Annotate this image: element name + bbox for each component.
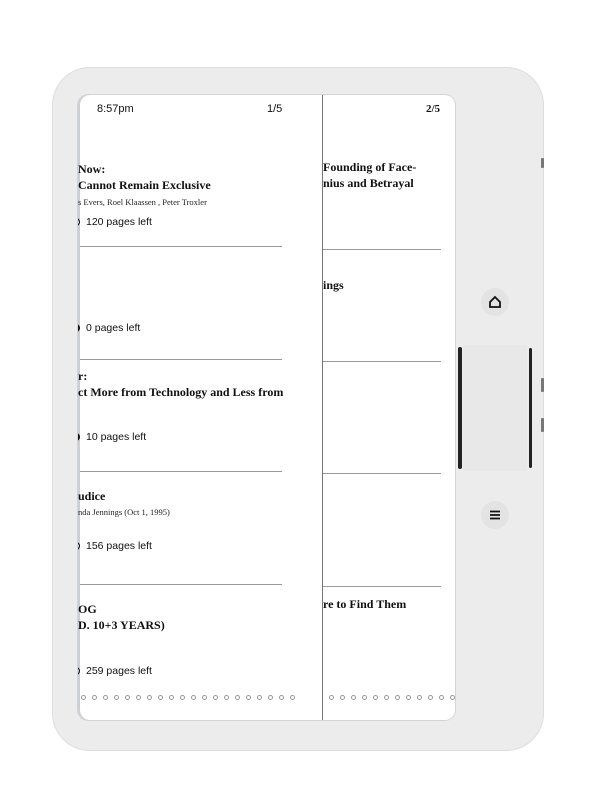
menu-icon	[489, 509, 501, 521]
page-dot	[235, 695, 240, 700]
page-dot	[202, 695, 207, 700]
book-item[interactable]	[323, 159, 416, 191]
page-turn-pad[interactable]	[463, 345, 527, 471]
page-dot	[257, 695, 262, 700]
book-title: ct More from Technology and Less from	[78, 385, 284, 399]
divider	[80, 359, 282, 360]
book-item[interactable]	[78, 161, 211, 207]
page-dot	[169, 695, 174, 700]
book-progress	[78, 431, 146, 443]
menu-button[interactable]	[481, 501, 509, 529]
page-dot	[180, 695, 185, 700]
volume-up-button[interactable]	[541, 378, 544, 392]
book-title: nius and Betrayal	[323, 176, 414, 190]
page-dot	[114, 695, 119, 700]
library-page-2	[322, 95, 455, 720]
progress-icon	[78, 324, 80, 332]
home-icon	[488, 295, 502, 309]
book-title: r:	[78, 369, 88, 383]
library-page-1	[78, 95, 321, 720]
divider	[80, 246, 282, 247]
book-progress	[78, 216, 152, 228]
progress-text: 120 pages left	[86, 216, 152, 228]
divider	[80, 471, 282, 472]
screen	[78, 95, 455, 720]
page-dot	[92, 695, 97, 700]
book-progress	[78, 322, 140, 334]
clock: 8:57pm	[97, 103, 134, 115]
book-title: D. 10+3 YEARS)	[78, 618, 165, 632]
divider	[323, 249, 441, 250]
home-button[interactable]	[481, 288, 509, 316]
page-dot	[428, 695, 433, 700]
page-dot	[351, 695, 356, 700]
divider	[323, 473, 441, 474]
page-back-button[interactable]	[458, 347, 462, 469]
page-dot	[417, 695, 422, 700]
page-dot	[136, 695, 141, 700]
book-title: Cannot Remain Exclusive	[78, 178, 211, 192]
progress-icon	[78, 667, 80, 675]
progress-text: 0 pages left	[86, 322, 141, 334]
book-author: nda Jennings (Oct 1, 1995)	[78, 507, 170, 517]
progress-text: 259 pages left	[86, 665, 152, 677]
divider	[323, 586, 441, 587]
book-title: udice	[78, 489, 106, 503]
page-dots	[329, 695, 455, 700]
volume-down-button[interactable]	[541, 418, 544, 432]
divider	[80, 584, 282, 585]
book-item[interactable]	[78, 488, 170, 517]
page-dot	[340, 695, 345, 700]
divider	[323, 361, 441, 362]
page-dot	[384, 695, 389, 700]
page-dot	[290, 695, 295, 700]
page-dot	[268, 695, 273, 700]
book-item[interactable]	[78, 368, 283, 400]
page-indicator: 2/5	[426, 103, 441, 115]
book-title: Founding of Face-	[323, 160, 417, 174]
book-author: s Evers, Roel Klaassen , Peter Troxler	[78, 197, 207, 207]
page-dot	[450, 695, 455, 700]
page-dot	[395, 695, 400, 700]
page-dot	[279, 695, 284, 700]
book-title: re to Find Them	[323, 597, 407, 611]
page-dot	[125, 695, 130, 700]
page-dot	[213, 695, 218, 700]
progress-icon	[78, 542, 80, 550]
page-dot	[224, 695, 229, 700]
page-dot	[406, 695, 411, 700]
book-item[interactable]	[78, 601, 165, 633]
page-dot	[439, 695, 444, 700]
page-dot	[373, 695, 378, 700]
page-dots	[81, 695, 295, 700]
page-indicator: 1/5	[267, 103, 283, 115]
page-dot	[147, 695, 152, 700]
book-progress	[78, 665, 152, 677]
page-dot	[329, 695, 334, 700]
book-item[interactable]	[323, 596, 406, 612]
progress-icon	[78, 218, 80, 226]
progress-text: 10 pages left	[86, 431, 147, 443]
page-dot	[362, 695, 367, 700]
book-progress	[78, 540, 152, 552]
book-title: OG	[78, 602, 97, 616]
book-title: ings	[323, 278, 344, 292]
book-title: Now:	[78, 162, 106, 176]
page-dot	[246, 695, 251, 700]
page-forward-button[interactable]	[529, 348, 532, 468]
page-dot	[81, 695, 86, 700]
book-item[interactable]	[323, 277, 344, 293]
page-dot	[103, 695, 108, 700]
side-button[interactable]	[541, 158, 544, 168]
progress-text: 156 pages left	[86, 540, 152, 552]
progress-icon	[78, 433, 80, 441]
page-dot	[191, 695, 196, 700]
page-dot	[158, 695, 163, 700]
